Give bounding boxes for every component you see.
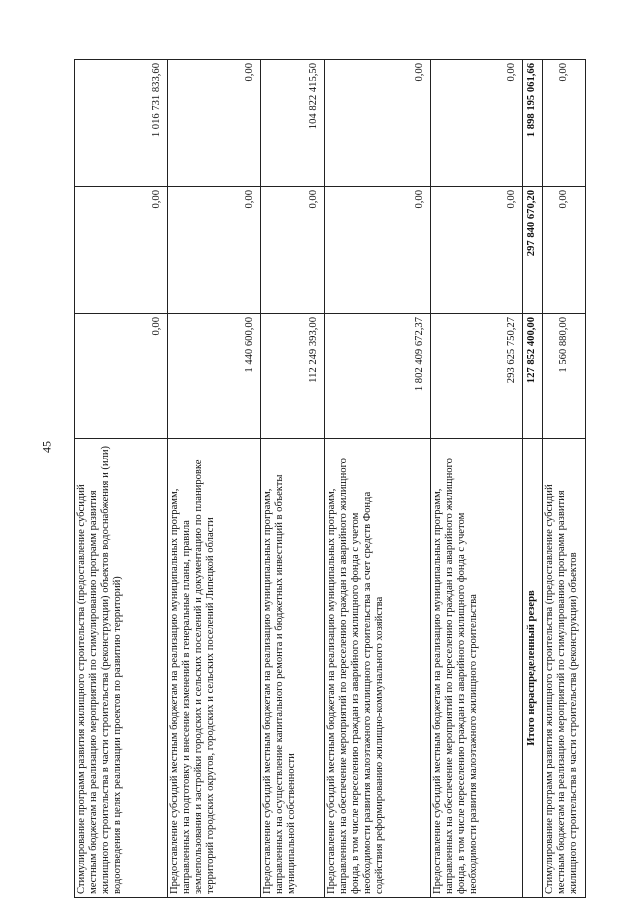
row-name: Стимулирование программ развития жилищного строительства (предоставление субсидий местным бюджетам на реализацию мероприятий по стимулированию программ развития жилищного строительства в части строительства (реконструкции) объектов водоснабжения и (или) водоотведения в целях реализации проектов по развитию территорий) (75, 439, 168, 898)
rotated-table-container (74, 63, 580, 898)
table-row (75, 60, 168, 898)
row-value-1: 1 802 409 672,37 (325, 314, 431, 439)
row-value-2: 0,00 (431, 187, 523, 314)
row-value-2: 0,00 (168, 187, 261, 314)
total-row (523, 60, 543, 898)
row-value-2: 0,00 (261, 187, 325, 314)
row-name: Предоставление субсидий местным бюджетам на реализацию муниципальных программ, направленных на обеспечение мероприятий по переселению граждан из аварийного жилищного фонда, в том числе переселению граждан из аварийного жилищного фонда с учетом необходимости развития малоэтажного жилищного строительства (431, 439, 523, 898)
row-value-2: 0,00 (325, 187, 431, 314)
table-row (431, 60, 523, 898)
row-name: Предоставление субсидий местным бюджетам на реализацию муниципальных программ, направленных на осуществление капитального ремонта и бюджетных инвестиций в объекты муниципальной собственности (261, 439, 325, 898)
row-value-3: 0,00 (168, 60, 261, 187)
row-value-3: 1 016 731 833,60 (75, 60, 168, 187)
row-value-1: 1 440 600,00 (168, 314, 261, 439)
document-page (74, 63, 580, 898)
row-value-3: 0,00 (543, 60, 586, 187)
row-name: Предоставление субсидий местным бюджетам на реализацию муниципальных программ, направленных на подготовку и внесение изменений в генеральные планы, правила землепользования и застройки городских и сельских поселений и документацию по планировке территорий городских округов, городских и сельских поселений Липецкой области (168, 439, 261, 898)
table-row (261, 60, 325, 898)
total-value-2: 297 840 670,20 (523, 187, 543, 314)
row-value-3: 0,00 (325, 60, 431, 187)
total-value-3: 1 898 195 061,66 (523, 60, 543, 187)
row-value-2: 0,00 (75, 187, 168, 314)
row-value-3: 104 822 415,50 (261, 60, 325, 187)
table-row (168, 60, 261, 898)
total-value-1: 127 852 400,00 (523, 314, 543, 439)
row-name: Стимулирование программ развития жилищного строительства (предоставление субсидий местным бюджетам на реализацию мероприятий по стимулированию программ развития жилищного строительства в части строительства (реконструкции) объектов (543, 439, 586, 898)
row-value-1: 0,00 (75, 314, 168, 439)
row-value-1: 293 625 750,27 (431, 314, 523, 439)
row-value-1: 112 249 393,00 (261, 314, 325, 439)
table-row (543, 60, 586, 898)
row-value-1: 1 560 880,00 (543, 314, 586, 439)
row-value-2: 0,00 (543, 187, 586, 314)
row-value-3: 0,00 (431, 60, 523, 187)
row-name: Предоставление субсидий местным бюджетам на реализацию муниципальных программ, направленных на обеспечение мероприятий по переселению граждан из аварийного жилищного фонда, в том числе переселению граждан из аварийного жилищного фонда с учетом необходимости развития малоэтажного жилищного строительства за счет средств Фонда содействия реформированию жилищно-коммунального хозяйства (325, 439, 431, 898)
page-number: 45 (39, 441, 54, 453)
total-label: Итого нераспределенный резерв (523, 439, 543, 898)
table-row (325, 60, 431, 898)
subsidy-table (74, 59, 586, 898)
